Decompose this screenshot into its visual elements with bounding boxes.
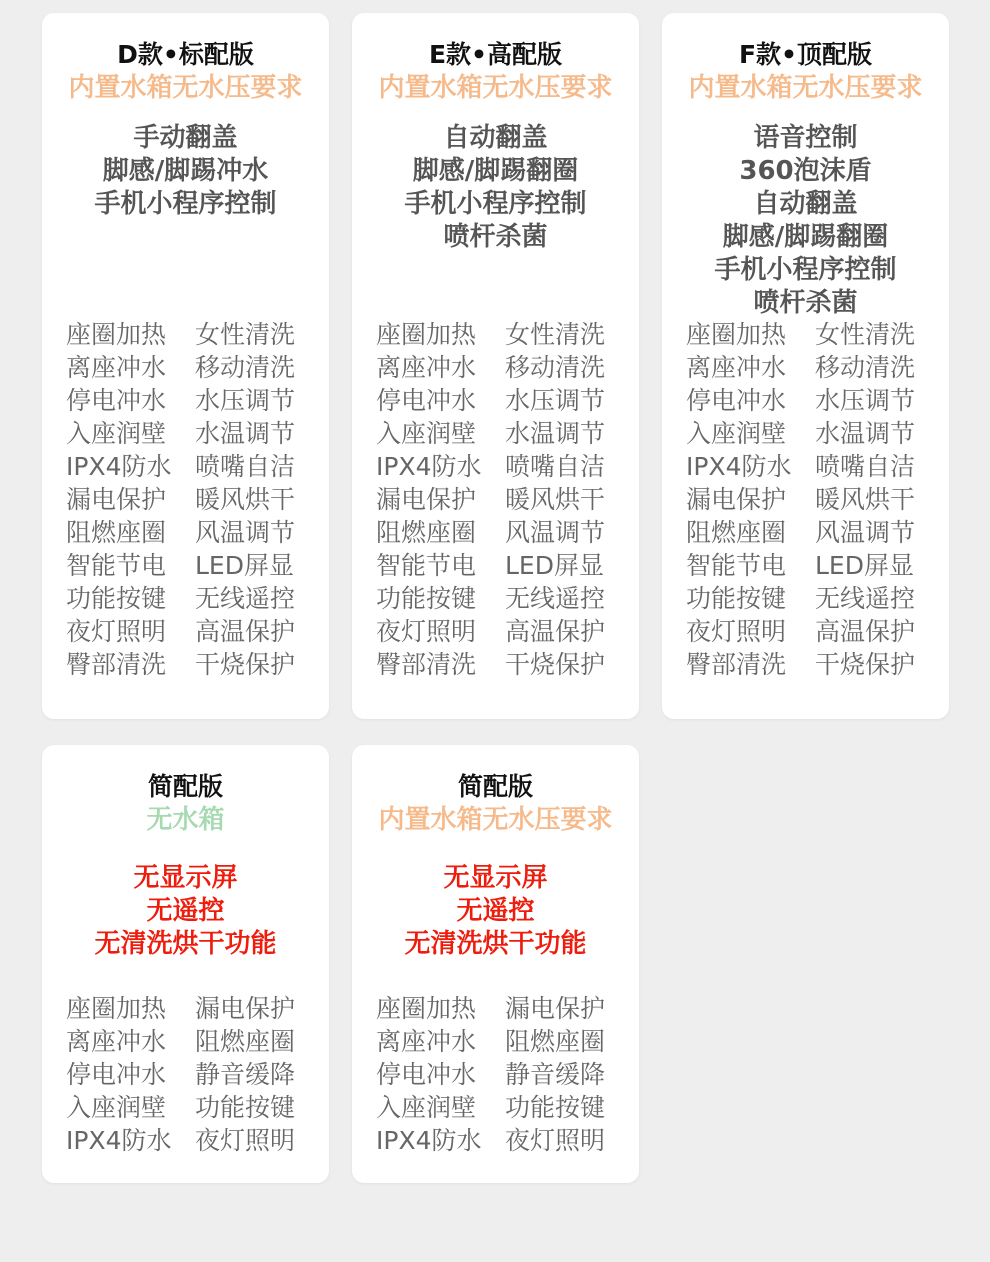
product-card-basic-no-tank [42,745,329,1183]
feature-item: 功能按键 [66,584,167,613]
feature-item: 高温保护 [815,617,916,646]
card-subtitle: 内置水箱无水压要求 [688,73,923,103]
card-title: D款•标配版 [117,40,254,69]
feature-item: 座圈加热 [686,320,787,349]
highlight-item: 无清洗烘干功能 [94,929,277,959]
feature-item: 干烧保护 [195,650,296,679]
card-subtitle: 无水箱 [146,805,225,835]
feature-item: 功能按键 [376,584,477,613]
feature-item: 静音缓降 [505,1060,606,1089]
feature-item: 喷嘴自洁 [505,452,606,481]
feature-list [686,318,936,681]
product-card-basic-tank [352,745,639,1183]
card-subtitle: 内置水箱无水压要求 [378,73,613,103]
feature-item: 水压调节 [195,386,296,415]
feature-item: 座圈加热 [376,320,477,349]
feature-item: 风温调节 [815,518,916,547]
feature-item: 漏电保护 [376,485,477,514]
feature-item: 漏电保护 [505,994,606,1023]
feature-item: 离座冲水 [66,353,167,382]
feature-item: 臀部清洗 [686,650,787,679]
product-card-e [352,13,639,719]
feature-item: 女性清洗 [505,320,606,349]
feature-item: 水温调节 [815,419,916,448]
feature-item: 智能节电 [376,551,477,580]
feature-item: 智能节电 [686,551,787,580]
feature-item: 功能按键 [686,584,787,613]
feature-item: 阻燃座圈 [195,1027,296,1056]
feature-item: 女性清洗 [815,320,916,349]
feature-item: 离座冲水 [686,353,787,382]
feature-item: IPX4防水 [66,1126,172,1155]
feature-item: 入座润壁 [66,1093,167,1122]
highlight-item: 手动翻盖 [133,123,238,153]
feature-item: 漏电保护 [195,994,296,1023]
highlight-item: 脚感/脚踢冲水 [102,156,269,186]
feature-item: 无线遥控 [505,584,606,613]
feature-item: 水压调节 [505,386,606,415]
feature-item: IPX4防水 [686,452,792,481]
highlight-item: 无显示屏 [443,863,548,893]
feature-item: 移动清洗 [505,353,606,382]
feature-item: 智能节电 [66,551,167,580]
feature-item: 入座润壁 [66,419,167,448]
highlights [662,122,949,320]
card-title: F款•顶配版 [738,40,873,69]
feature-item: 停电冲水 [376,1060,477,1089]
card-title: 简配版 [457,772,533,801]
feature-item: 暖风烘干 [505,485,606,514]
feature-item: 夜灯照明 [376,617,477,646]
feature-item: 漏电保护 [66,485,167,514]
feature-item: 夜灯照明 [195,1126,296,1155]
feature-item: 入座润壁 [376,419,477,448]
feature-item: 座圈加热 [376,994,477,1023]
feature-item: 喷嘴自洁 [195,452,296,481]
feature-item: 无线遥控 [815,584,916,613]
highlight-item: 脚感/脚踢翻圈 [412,156,579,186]
feature-item: 停电冲水 [66,386,167,415]
feature-item: 风温调节 [505,518,606,547]
feature-item: 座圈加热 [66,994,167,1023]
feature-item: LED屏显 [195,551,294,580]
card-title: E款•高配版 [428,40,563,69]
feature-item: LED屏显 [505,551,604,580]
product-card-d [42,13,329,719]
feature-item: 停电冲水 [686,386,787,415]
card-subtitle: 内置水箱无水压要求 [68,73,303,103]
feature-item: 水压调节 [815,386,916,415]
highlight-item: 自动翻盖 [443,123,548,153]
feature-item: 阻燃座圈 [66,518,167,547]
feature-item: 入座润壁 [686,419,787,448]
highlights [352,862,639,961]
highlight-item: 无清洗烘干功能 [404,929,587,959]
highlight-item: 无遥控 [146,896,225,926]
feature-item: 夜灯照明 [66,617,167,646]
feature-list [66,318,316,681]
highlights [42,862,329,961]
feature-item: 干烧保护 [505,650,606,679]
feature-list [376,318,626,681]
highlight-item: 手机小程序控制 [714,255,897,285]
feature-item: IPX4防水 [376,1126,482,1155]
highlight-item: 脚感/脚踢翻圈 [722,222,889,252]
product-card-f [662,13,949,719]
highlights [352,122,639,254]
feature-item: 静音缓降 [195,1060,296,1089]
card-subtitle: 内置水箱无水压要求 [378,805,613,835]
feature-item: 停电冲水 [376,386,477,415]
feature-item: 水温调节 [505,419,606,448]
card-title: 简配版 [147,772,223,801]
highlights [42,122,329,221]
feature-item: 阻燃座圈 [505,1027,606,1056]
feature-item: 无线遥控 [195,584,296,613]
highlight-item: 语音控制 [753,123,858,153]
feature-item: 干烧保护 [815,650,916,679]
feature-item: 水温调节 [195,419,296,448]
feature-item: 入座润壁 [376,1093,477,1122]
feature-list [376,992,626,1157]
feature-item: 喷嘴自洁 [815,452,916,481]
feature-item: IPX4防水 [376,452,482,481]
feature-item: 暖风烘干 [195,485,296,514]
feature-item: 臀部清洗 [66,650,167,679]
feature-item: LED屏显 [815,551,914,580]
feature-item: 高温保护 [195,617,296,646]
feature-item: 离座冲水 [376,353,477,382]
highlight-item: 无显示屏 [133,863,238,893]
highlight-item: 360泡沫盾 [739,156,872,186]
feature-item: 离座冲水 [66,1027,167,1056]
feature-item: 女性清洗 [195,320,296,349]
feature-item: 移动清洗 [195,353,296,382]
feature-item: 离座冲水 [376,1027,477,1056]
feature-item: 夜灯照明 [505,1126,606,1155]
feature-item: 座圈加热 [66,320,167,349]
feature-item: 阻燃座圈 [686,518,787,547]
feature-item: 移动清洗 [815,353,916,382]
highlight-item: 喷杆杀菌 [443,222,548,252]
feature-item: 暖风烘干 [815,485,916,514]
highlight-item: 自动翻盖 [753,189,858,219]
feature-item: 阻燃座圈 [376,518,477,547]
feature-item: 臀部清洗 [376,650,477,679]
feature-item: 风温调节 [195,518,296,547]
highlight-item: 手机小程序控制 [404,189,587,219]
feature-list [66,992,316,1157]
highlight-item: 喷杆杀菌 [753,288,858,318]
highlight-item: 无遥控 [456,896,535,926]
feature-item: 漏电保护 [686,485,787,514]
feature-item: 停电冲水 [66,1060,167,1089]
feature-item: 高温保护 [505,617,606,646]
feature-item: 功能按键 [195,1093,296,1122]
highlight-item: 手机小程序控制 [94,189,277,219]
feature-item: 夜灯照明 [686,617,787,646]
feature-item: IPX4防水 [66,452,172,481]
feature-item: 功能按键 [505,1093,606,1122]
